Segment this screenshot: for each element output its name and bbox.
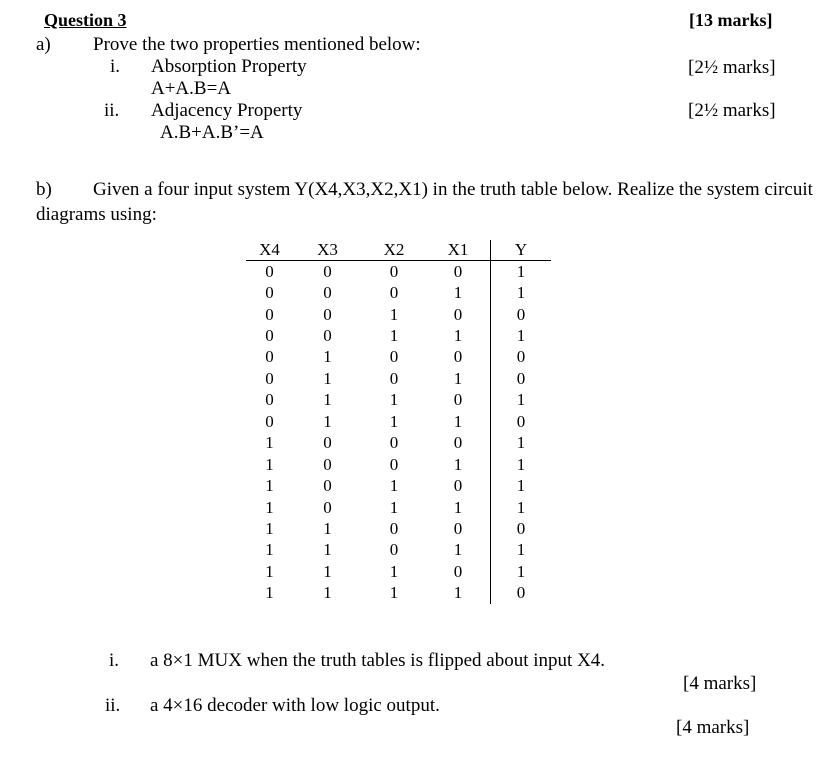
part-a-item-1-marks: [2½ marks] <box>688 57 776 78</box>
adjacency-property-name: Adjacency Property <box>151 100 303 121</box>
cell-x3: 1 <box>323 347 332 367</box>
cell-x3: 1 <box>323 390 332 410</box>
cell-x4: 0 <box>265 283 274 303</box>
cell-x4: 0 <box>265 261 274 281</box>
cell-x3: 1 <box>323 411 332 431</box>
part-a-item-2-marks: [2½ marks] <box>688 100 776 121</box>
cell-y: 0 <box>491 583 552 604</box>
cell-x2: 1 <box>389 326 399 346</box>
cell-x2: 1 <box>389 561 399 581</box>
part-a-label: a) <box>36 34 51 55</box>
part-a-item-1-numeral: i. <box>110 56 121 77</box>
total-marks: [13 marks] <box>689 10 773 30</box>
part-b-item-1-text: a 8×1 MUX when the truth tables is flipped about input X4. <box>150 650 606 671</box>
truth-table-row <box>246 282 551 303</box>
cell-x1: 1 <box>453 326 463 346</box>
cell-x3: 1 <box>323 540 332 560</box>
cell-x3: 0 <box>323 497 332 517</box>
cell-x4: 1 <box>265 561 274 581</box>
cell-x4: 0 <box>265 411 274 431</box>
cell-x3: 1 <box>323 561 332 581</box>
cell-x1: 0 <box>453 561 463 581</box>
cell-x3: 0 <box>323 304 332 324</box>
part-b-item-2-text: a 4×16 decoder with low logic output. <box>150 695 440 716</box>
cell-x4: 1 <box>265 433 274 453</box>
cell-x2: 0 <box>389 261 399 281</box>
absorption-property-name: Absorption Property <box>151 56 307 77</box>
cell-x3: 0 <box>323 261 332 281</box>
cell-x3: 1 <box>323 368 332 388</box>
truth-table <box>246 240 551 604</box>
cell-x2: 1 <box>389 476 399 496</box>
cell-x1: 1 <box>453 540 463 560</box>
truth-table-row <box>246 325 551 346</box>
cell-x2: 1 <box>389 304 399 324</box>
question-title: Question 3 <box>44 10 127 30</box>
header-x2: X2 <box>362 240 426 261</box>
part-a-item-2-numeral: ii. <box>104 100 120 121</box>
cell-y: 0 <box>491 411 552 432</box>
part-b-item-2-numeral: ii. <box>105 695 121 716</box>
truth-table-row <box>246 497 551 518</box>
cell-y: 1 <box>491 261 552 283</box>
cell-y: 1 <box>491 390 552 411</box>
truth-table-row <box>246 454 551 475</box>
part-b-label: b) <box>36 179 52 200</box>
cell-x1: 1 <box>453 283 463 303</box>
cell-x1: 0 <box>453 433 463 453</box>
cell-x1: 1 <box>453 497 463 517</box>
cell-y: 1 <box>491 475 552 496</box>
truth-table-row <box>246 540 551 561</box>
part-b-item-2-marks: [4 marks] <box>676 717 750 738</box>
cell-x3: 1 <box>323 518 332 538</box>
cell-x2: 0 <box>389 283 399 303</box>
truth-table-header-row <box>246 240 551 261</box>
header-x4: X4 <box>246 240 293 261</box>
cell-x1: 0 <box>453 261 463 281</box>
cell-x2: 1 <box>389 390 399 410</box>
header-y: Y <box>491 240 552 261</box>
cell-x4: 0 <box>265 326 274 346</box>
cell-y: 1 <box>491 325 552 346</box>
cell-x3: 1 <box>323 583 332 603</box>
truth-table-row <box>246 347 551 368</box>
truth-table-row <box>246 261 551 283</box>
cell-x4: 1 <box>265 540 274 560</box>
cell-x4: 1 <box>265 454 274 474</box>
cell-x2: 1 <box>389 583 399 603</box>
absorption-expression: A+A.B=A <box>151 78 232 99</box>
part-b-item-1-marks: [4 marks] <box>683 673 757 694</box>
cell-x2: 1 <box>389 497 399 517</box>
cell-y: 1 <box>491 561 552 582</box>
cell-x1: 1 <box>453 454 463 474</box>
cell-y: 1 <box>491 497 552 518</box>
truth-table-row <box>246 390 551 411</box>
cell-x1: 0 <box>453 518 463 538</box>
cell-x4: 0 <box>265 390 274 410</box>
cell-x2: 1 <box>389 411 399 431</box>
cell-y: 0 <box>491 304 552 325</box>
cell-x3: 0 <box>323 454 332 474</box>
truth-table-row <box>246 475 551 496</box>
cell-x2: 0 <box>389 518 399 538</box>
part-a-instruction: Prove the two properties mentioned below: <box>93 34 421 55</box>
cell-y: 1 <box>491 454 552 475</box>
header-x1: X1 <box>426 240 491 261</box>
truth-table-row <box>246 411 551 432</box>
cell-y: 0 <box>491 518 552 539</box>
cell-x2: 0 <box>389 433 399 453</box>
cell-x4: 0 <box>265 368 274 388</box>
cell-y: 1 <box>491 433 552 454</box>
cell-x3: 0 <box>323 283 332 303</box>
adjacency-expression: A.B+A.B’=A <box>160 122 264 143</box>
header-x3: X3 <box>293 240 362 261</box>
cell-x1: 0 <box>453 390 463 410</box>
cell-y: 1 <box>491 540 552 561</box>
cell-x1: 0 <box>453 476 463 496</box>
truth-table-row <box>246 304 551 325</box>
cell-x2: 0 <box>389 540 399 560</box>
cell-x1: 1 <box>453 368 463 388</box>
cell-x3: 0 <box>323 326 332 346</box>
part-b-item-1-numeral: i. <box>109 650 120 671</box>
cell-x2: 0 <box>389 368 399 388</box>
cell-x3: 0 <box>323 433 332 453</box>
truth-table-row <box>246 561 551 582</box>
cell-x2: 0 <box>389 454 399 474</box>
part-b-text-line1: Given a four input system Y(X4,X3,X2,X1) in the truth table below. Realize the system circuit <box>93 179 813 200</box>
truth-table-row <box>246 518 551 539</box>
part-b-text-line2: diagrams using: <box>36 204 157 225</box>
cell-x4: 0 <box>265 347 274 367</box>
cell-x1: 1 <box>453 411 463 431</box>
cell-x4: 1 <box>265 518 274 538</box>
cell-x1: 0 <box>453 304 463 324</box>
cell-x4: 1 <box>265 583 274 603</box>
cell-x2: 0 <box>389 347 399 367</box>
truth-table-row <box>246 583 551 604</box>
cell-x4: 1 <box>265 476 274 496</box>
cell-y: 0 <box>491 368 552 389</box>
cell-y: 0 <box>491 347 552 368</box>
truth-table-row <box>246 368 551 389</box>
cell-x4: 0 <box>265 304 274 324</box>
cell-x3: 0 <box>323 476 332 496</box>
cell-y: 1 <box>491 282 552 303</box>
cell-x4: 1 <box>265 497 274 517</box>
truth-table-row <box>246 433 551 454</box>
cell-x1: 1 <box>453 583 463 603</box>
cell-x1: 0 <box>453 347 463 367</box>
